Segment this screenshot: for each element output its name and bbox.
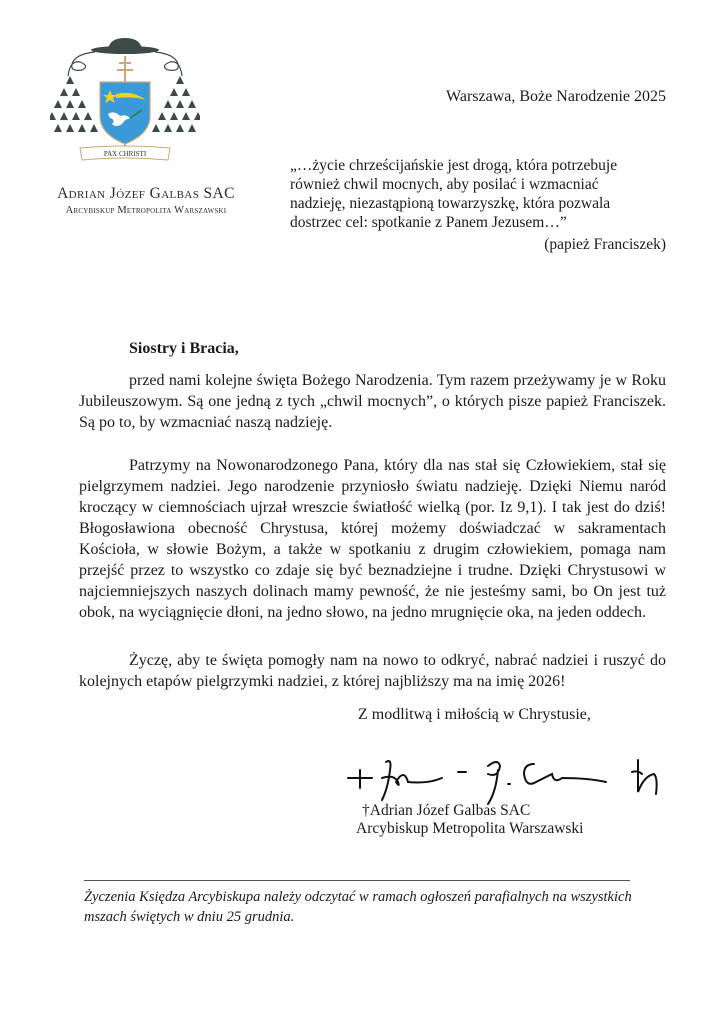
- greeting: Siostry i Bracia,: [129, 340, 239, 357]
- date-line: Warszawa, Boże Narodzenie 2025: [446, 88, 666, 105]
- motto-text: PAX CHRISTI: [103, 150, 147, 158]
- coat-of-arms-emblem: [50, 36, 200, 176]
- shield-icon: [100, 82, 150, 144]
- footnote-instruction: Życzenia Księdza Arcybiskupa należy odczytać w ramach ogłoszeń parafialnych na wszystkich mszach świętych w dniu 25 grudnia.: [84, 889, 632, 925]
- author-title: Arcybiskup Metropolita Warszawski: [65, 205, 227, 216]
- epigraph-line: również chwil mocnych, aby posilać i wzmacniać: [290, 176, 599, 193]
- paragraph-3-container: [79, 650, 666, 692]
- author-name: Adrian Józef Galbas SAC: [57, 185, 235, 202]
- paragraph-2-container: [79, 455, 666, 623]
- paragraph-1-container: [79, 370, 666, 433]
- tassels-right-icon: [152, 76, 200, 132]
- paragraph: przed nami kolejne święta Bożego Narodzenia. Tym razem przeżywamy je w Roku Jubileuszowym. Są one jedną z tych „chwil mocnych”, o których pisze papież Franciszek. Są po to, by wzmacniać naszą nadzieję.: [79, 372, 666, 431]
- paragraph: Życzę, aby te święta pomogły nam na nowo to odkryć, nabrać nadziei i ruszyć do kolejnych etapów pielgrzymki nadziei, z której najbliższy ma na imię 2026!: [79, 652, 666, 690]
- paragraph: Patrzymy na Nowonarodzonego Pana, który dla nas stał się Człowiekiem, stał się pielgrzymem nadziei. Jego narodzenie przyniosło światu nadzieję. Dzięki Niemu naród kroczący w ciemnościach ujrzał wreszcie światłość wielką (por. Iz 9,1). I tak jest do dziś! Błogosławiona obecność Chrystusa, której możemy doświadczać w sakramentach Kościoła, w słowie Bożym, a także w spotkaniu z drugim człowiekiem, pomaga nam przejść przez to wszystko co zdaje się być beznadziejne i trudne. Dzięki Chrystusowi w najciemniejszych naszych dolinach mamy pewność, że nie jesteśmy sami, bo On jest tuż obok, na wyciągnięcie dłoni, na jedno słowo, na jedno mrugnięcie oka, na jeden oddech.: [79, 457, 666, 621]
- closing-line: Z modlitwą i miłością w Chrystusie,: [358, 706, 591, 723]
- epigraph-line: „…życie chrześcijańskie jest drogą, która potrzebuje: [290, 157, 618, 174]
- signatory-title: Arcybiskup Metropolita Warszawski: [356, 820, 584, 837]
- footnote-divider: [84, 880, 630, 881]
- tassels-left-icon: [50, 76, 98, 132]
- epigraph-line: nadzieję, niezastąpioną towarzyszkę, która pozwala: [290, 195, 611, 212]
- epigraph-quote: [290, 156, 680, 232]
- epigraph-line: dostrzec cel: spotkanie z Panem Jezusem…”: [290, 214, 567, 231]
- epigraph-attribution: (papież Franciszek): [544, 236, 666, 253]
- handwritten-signature: [338, 748, 678, 810]
- signatory-name: †Adrian Józef Galbas SAC: [362, 802, 531, 819]
